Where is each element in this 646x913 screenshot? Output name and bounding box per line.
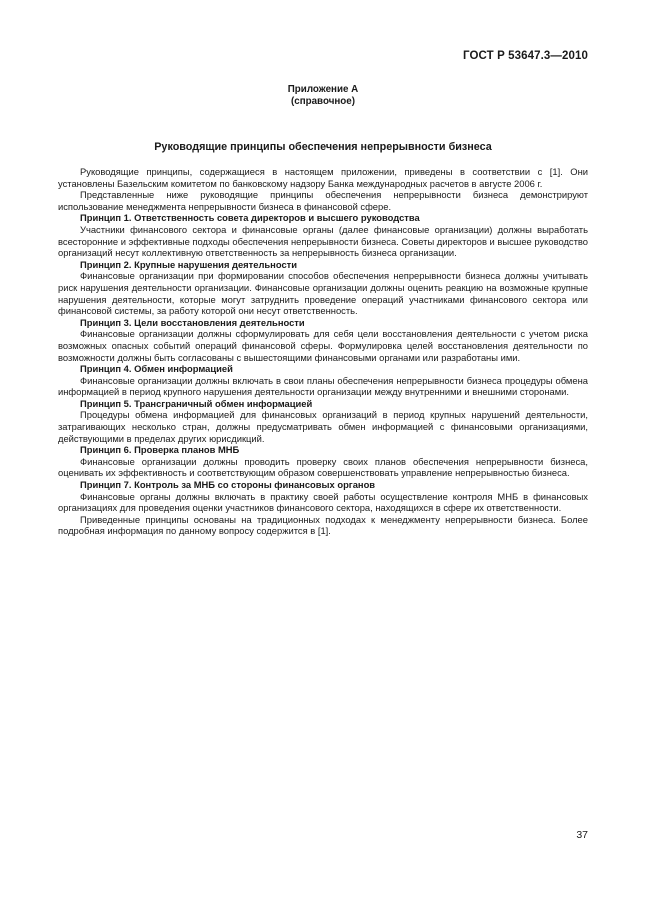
paragraph: Финансовые организации при формировании способов обеспечения непрерывности бизнеса должны учитывать риск нарушения деятельности организации. Финансовые организации должны оценить реакцию на возможные крупные нарушения деятельности, которые могут затруднить проведение операций участниками финансового сектора или финансовой системы, за работу которой они несут ответственность.	[58, 270, 588, 317]
section-title: Руководящие принципы обеспечения непрерывности бизнеса	[154, 141, 492, 153]
standard-number: ГОСТ Р 53647.3—2010	[463, 50, 588, 62]
paragraph: Представленные ниже руководящие принципы обеспечения непрерывности бизнеса демонстрируют использование менеджмента непрерывности бизнеса в финансовой сфере.	[58, 189, 588, 212]
paragraph: Приведенные принципы основаны на традиционных подходах к менеджменту непрерывности бизнеса. Более подробная информация по данному вопросу содержится в [1].	[58, 513, 588, 537]
annex-title: Приложение А	[287, 84, 359, 95]
paragraph: Процедуры обмена информацией для финансовых организаций в период крупных нарушений деятельности, затрагивающих несколько стран, должны предусматривать обмен информацией с финансовыми организациями, действующими в пределах других юрисдикций.	[58, 409, 588, 444]
annex-subtitle: (справочное)	[291, 96, 355, 107]
paragraph: Финансовые организации должны сформулировать для себя цели восстановления деятельности с учетом риска возможных опасных событий операций финансовой сферы. Формулировка целей восстановления деятельности по возможности должны быть согласованы с вышестоящими финансовыми органами или разработаны ими.	[58, 328, 588, 363]
principle-heading: Принцип 1. Ответственность совета директоров и высшего руководства	[80, 212, 420, 224]
paragraph: Финансовые организации должны включать в свои планы обеспечения непрерывности бизнеса процедуры обмена информацией в период крупного нарушения деятельности организации между внутренними и внешними сторонами.	[58, 374, 588, 398]
paragraph: Финансовые организации должны проводить проверку своих планов обеспечения непрерывности бизнеса, оценивать их эффективность и соответствующим образом совершенствовать управление непрерывностью бизнеса.	[58, 455, 588, 479]
principle-heading: Принцип 7. Контроль за МНБ со стороны финансовых органов	[80, 479, 376, 491]
principle-heading: Принцип 5. Трансграничный обмен информацией	[80, 397, 313, 409]
principle-heading: Принцип 3. Цели восстановления деятельности	[80, 316, 305, 328]
body-text	[58, 166, 588, 537]
page-number: 37	[576, 829, 588, 841]
paragraph: Участники финансового сектора и финансовые органы (далее финансовые организации) должны выработать всесторонние и эффективные подходы обеспечения непрерывности бизнеса. Советы директоров и высшее руководство организаций несут коллективную ответственность за непрерывность бизнеса организации.	[58, 223, 588, 259]
paragraph: Руководящие принципы, содержащиеся в настоящем приложении, приведены в соответствии с [1]. Они установлены Базельским комитетом по банковскому надзору Банка международных расчетов в августе 2006 г.	[58, 166, 588, 189]
principle-heading: Принцип 2. Крупные нарушения деятельности	[80, 258, 298, 270]
principle-heading: Принцип 4. Обмен информацией	[80, 363, 233, 375]
principle-heading: Принцип 6. Проверка планов МНБ	[80, 444, 240, 456]
paragraph: Финансовые органы должны включать в практику своей работы осуществление контроля МНБ в финансовых организациях для проведения оценки участников финансового сектора, находящихся в сфере их ответственности.	[58, 490, 588, 514]
